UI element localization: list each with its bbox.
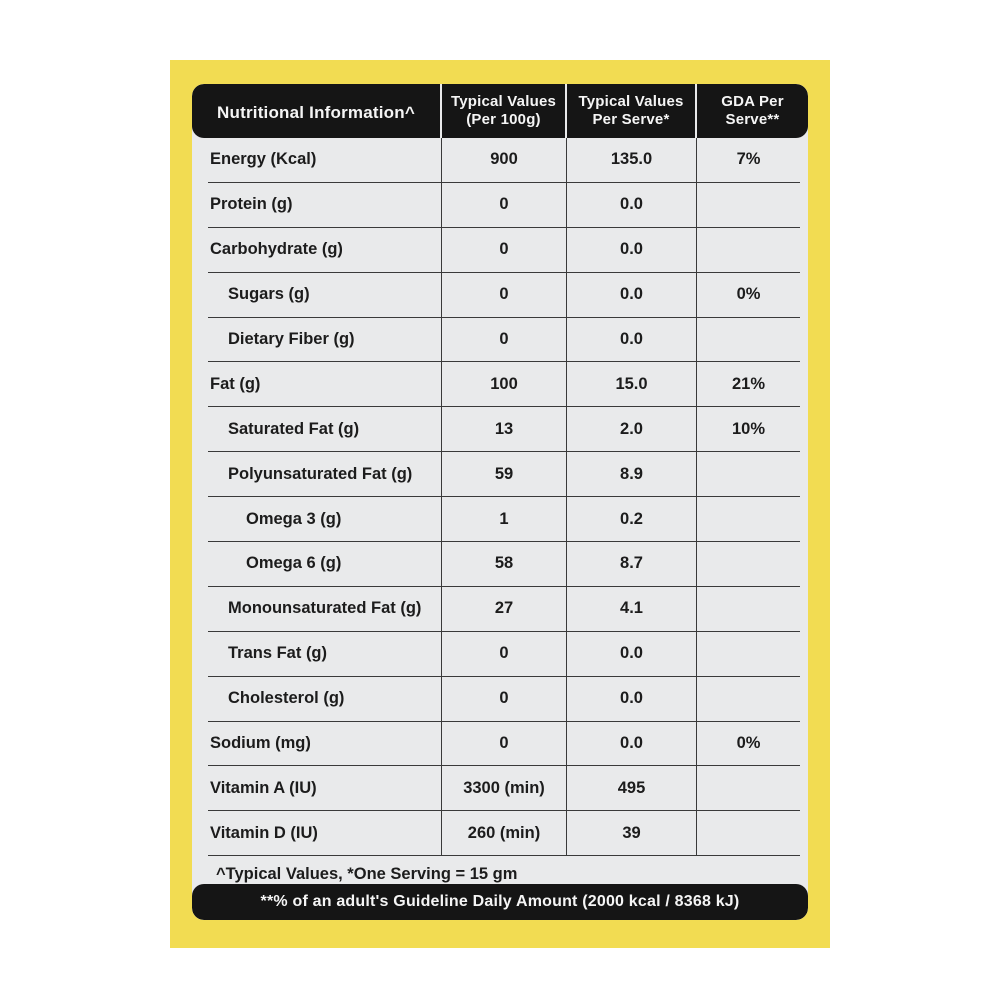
value-per-serve: 0.0 xyxy=(567,722,697,766)
value-per-serve: 8.9 xyxy=(567,452,697,496)
nutrient-name: Dietary Fiber (g) xyxy=(208,318,442,362)
table-body xyxy=(208,138,800,856)
nutrient-name: Vitamin A (IU) xyxy=(208,766,442,810)
header-per-100g: Typical Values (Per 100g) xyxy=(442,84,567,138)
value-per-serve: 4.1 xyxy=(567,587,697,631)
value-gda: 0% xyxy=(736,734,761,753)
value-per-100g: 0 xyxy=(442,318,567,362)
value-per-serve: 0.0 xyxy=(567,183,697,227)
table-row xyxy=(208,677,800,722)
value-per-serve: 0.0 xyxy=(567,318,697,362)
value-per-100g: 13 xyxy=(442,407,567,451)
nutrient-name: Monounsaturated Fat (g) xyxy=(208,587,442,631)
table-row xyxy=(208,362,800,407)
table-row xyxy=(208,452,800,497)
value-gda xyxy=(697,183,800,227)
value-per-100g: 1 xyxy=(442,497,567,541)
nutrient-name: Carbohydrate (g) xyxy=(208,228,442,272)
nutrient-name: Trans Fat (g) xyxy=(208,632,442,676)
gda-footnote-text: **% of an adult's Guideline Daily Amount (2000 kcal / 8368 kJ) xyxy=(260,893,740,910)
value-per-100g: 0 xyxy=(442,722,567,766)
value-per-100g: 59 xyxy=(442,452,567,496)
value-gda xyxy=(697,677,800,721)
value-per-serve: 135.0 xyxy=(567,138,697,182)
value-per-100g: 58 xyxy=(442,542,567,586)
nutrient-name: Saturated Fat (g) xyxy=(208,407,442,451)
nutrient-name: Protein (g) xyxy=(208,183,442,227)
value-gda xyxy=(697,452,800,496)
value-gda xyxy=(697,811,800,855)
value-per-100g: 0 xyxy=(442,183,567,227)
value-per-serve: 8.7 xyxy=(567,542,697,586)
value-per-serve: 2.0 xyxy=(567,407,697,451)
table-row xyxy=(208,722,800,767)
value-per-serve: 15.0 xyxy=(567,362,697,406)
value-per-100g: 0 xyxy=(442,273,567,317)
value-per-100g: 260 (min) xyxy=(442,811,567,855)
value-gda: 21% xyxy=(731,374,766,393)
table-row xyxy=(208,138,800,183)
value-gda xyxy=(697,587,800,631)
value-per-100g: 3300 (min) xyxy=(442,766,567,810)
value-gda: 0% xyxy=(736,285,761,304)
table-header xyxy=(192,84,808,138)
table-row xyxy=(208,766,800,811)
table-row xyxy=(208,183,800,228)
nutrient-name: Sodium (mg) xyxy=(208,722,442,766)
header-per-serve: Typical Values Per Serve* xyxy=(567,84,697,138)
table-row xyxy=(208,318,800,363)
footnote: ^Typical Values, *One Serving = 15 gm xyxy=(216,864,518,883)
value-per-100g: 0 xyxy=(442,677,567,721)
table-row xyxy=(208,407,800,452)
nutrient-name: Fat (g) xyxy=(208,362,442,406)
nutrient-name: Cholesterol (g) xyxy=(208,677,442,721)
value-per-serve: 0.0 xyxy=(567,228,697,272)
table-row xyxy=(208,587,800,632)
table-row xyxy=(208,273,800,318)
value-gda xyxy=(697,318,800,362)
value-per-100g: 100 xyxy=(442,362,567,406)
header-nutritional-information: Nutritional Information^ xyxy=(192,84,442,138)
value-gda: 10% xyxy=(731,419,766,438)
table-row xyxy=(208,228,800,273)
value-gda xyxy=(697,632,800,676)
nutrition-table xyxy=(192,84,808,920)
value-gda xyxy=(697,228,800,272)
nutrient-name: Vitamin D (IU) xyxy=(208,811,442,855)
value-gda xyxy=(697,766,800,810)
value-per-serve: 39 xyxy=(567,811,697,855)
value-per-serve: 0.0 xyxy=(567,632,697,676)
value-per-serve: 0.0 xyxy=(567,677,697,721)
value-per-100g: 27 xyxy=(442,587,567,631)
gda-footnote-bar xyxy=(192,884,808,920)
header-gda-per-serve: GDA Per Serve** xyxy=(721,93,784,128)
value-gda xyxy=(697,542,800,586)
value-per-serve: 0.0 xyxy=(567,273,697,317)
value-per-100g: 0 xyxy=(442,632,567,676)
value-per-serve: 0.2 xyxy=(567,497,697,541)
table-row xyxy=(208,811,800,856)
value-per-100g: 0 xyxy=(442,228,567,272)
table-row xyxy=(208,542,800,587)
value-per-100g: 900 xyxy=(442,138,567,182)
nutrient-name: Omega 6 (g) xyxy=(208,542,442,586)
nutrient-name: Polyunsaturated Fat (g) xyxy=(208,452,442,496)
value-gda xyxy=(697,497,800,541)
value-gda: 7% xyxy=(736,150,761,169)
nutrient-name: Sugars (g) xyxy=(208,273,442,317)
value-per-serve: 495 xyxy=(567,766,697,810)
table-row xyxy=(208,632,800,677)
nutrient-name: Energy (Kcal) xyxy=(208,138,442,182)
table-row xyxy=(208,497,800,542)
nutrient-name: Omega 3 (g) xyxy=(208,497,442,541)
